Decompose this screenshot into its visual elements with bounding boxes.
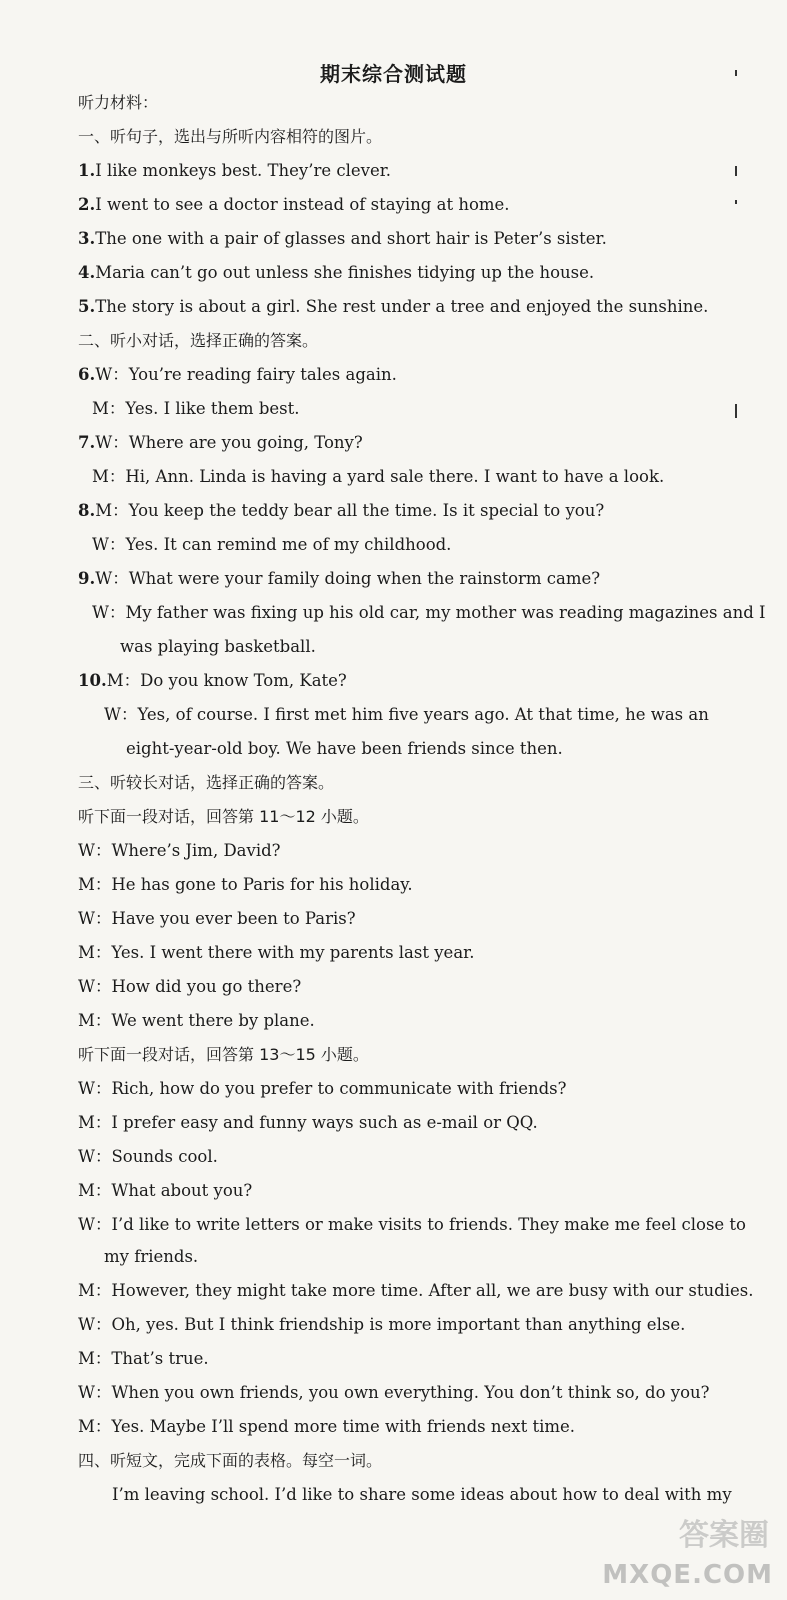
line-text: W：What were your family doing when the rainstorm came? <box>95 569 601 588</box>
margin-mark <box>735 200 737 204</box>
script-line <box>120 636 316 658</box>
script-line <box>78 1010 315 1032</box>
script-line <box>78 976 301 998</box>
item-number: 5. <box>78 297 96 316</box>
margin-mark <box>735 404 737 418</box>
script-line <box>78 942 474 964</box>
line-text: M：You keep the teddy bear all the time. Is it special to you? <box>95 501 605 520</box>
script-line <box>78 1078 567 1100</box>
line-text: W：Yes, of course. I first met him five years ago. At that time, he was an <box>104 705 709 724</box>
script-line <box>78 840 281 862</box>
line-text: W：How did you go there? <box>78 977 302 996</box>
script-line <box>78 500 604 522</box>
script-line <box>78 1314 685 1336</box>
item-number: 7. <box>78 433 96 452</box>
line-text: I went to see a doctor instead of staying at home. <box>95 195 510 214</box>
line-text: W：My father was fixing up his old car, my mother was reading magazines and I <box>92 603 766 622</box>
script-line <box>92 398 299 420</box>
script-line <box>78 1280 753 1302</box>
line-text: my friends. <box>104 1247 199 1266</box>
line-text: W：Where’s Jim, David? <box>78 841 281 860</box>
line-text: 听力材料： <box>78 93 159 112</box>
line-text: M：Do you know Tom, Kate? <box>106 671 347 690</box>
item-number: 3. <box>78 229 96 248</box>
line-text: W：I’d like to write letters or make visits to friends. They make me feel close to <box>78 1215 746 1234</box>
script-line <box>78 1214 746 1236</box>
line-text: M：However, they might take more time. After all, we are busy with our studies. <box>78 1281 754 1300</box>
line-text: W：Rich, how do you prefer to communicate with friends? <box>78 1079 567 1098</box>
line-text: M：We went there by plane. <box>78 1011 315 1030</box>
line-text: M：Yes. I like them best. <box>92 399 300 418</box>
line-text: W：Yes. It can remind me of my childhood. <box>92 535 452 554</box>
line-text: Maria can’t go out unless she finishes tidying up the house. <box>95 263 595 282</box>
item-number: 2. <box>78 195 96 214</box>
line-text: M：I prefer easy and funny ways such as e-mail or QQ. <box>78 1113 538 1132</box>
line-text: 二、听小对话，选择正确的答案。 <box>78 331 319 350</box>
script-line <box>78 670 347 692</box>
watermark-badge: 答案圈 <box>679 1518 769 1553</box>
script-line <box>78 908 356 930</box>
script-line <box>92 602 766 624</box>
script-line <box>78 228 607 250</box>
line-text: 听下面一段对话，回答第 11～12 小题。 <box>78 807 369 826</box>
script-line <box>92 534 451 556</box>
script-line <box>78 1180 252 1202</box>
script-line <box>78 874 413 896</box>
line-text: W：Oh, yes. But I think friendship is more important than anything else. <box>78 1315 686 1334</box>
section-heading <box>78 772 334 794</box>
watermark <box>559 1514 779 1594</box>
line-text: M：That’s true. <box>78 1349 209 1368</box>
item-number: 1. <box>78 161 96 180</box>
line-text: 三、听较长对话，选择正确的答案。 <box>78 773 335 792</box>
line-text: was playing basketball. <box>120 637 316 656</box>
script-line <box>92 466 664 488</box>
binding-margin-marks <box>725 60 737 640</box>
section-heading <box>78 1450 382 1472</box>
line-text: 听下面一段对话，回答第 13～15 小题。 <box>78 1045 369 1064</box>
item-number: 9. <box>78 569 96 588</box>
line-text: The one with a pair of glasses and short hair is Peter’s sister. <box>95 229 607 248</box>
script-line <box>78 194 510 216</box>
script-line <box>78 160 391 182</box>
script-line <box>104 704 709 726</box>
line-text: I like monkeys best. They’re clever. <box>95 161 392 180</box>
section-heading <box>78 92 158 114</box>
line-text: M：Yes. Maybe I’ll spend more time with friends next time. <box>78 1417 576 1436</box>
script-line <box>78 432 363 454</box>
line-text: M：Yes. I went there with my parents last year. <box>78 943 475 962</box>
line-text: W：Have you ever been to Paris? <box>78 909 356 928</box>
section-heading <box>78 1044 369 1066</box>
line-text: The story is about a girl. She rest under a tree and enjoyed the sunshine. <box>95 297 709 316</box>
script-line <box>104 1246 198 1268</box>
watermark-site: MXQE.COM <box>602 1560 773 1590</box>
item-number: 8. <box>78 501 96 520</box>
line-text: eight-year-old boy. We have been friends since then. <box>126 739 563 758</box>
script-line <box>126 738 563 760</box>
line-text: W：Where are you going, Tony? <box>95 433 363 452</box>
script-line <box>78 568 600 590</box>
line-text: I’m leaving school. I’d like to share some ideas about how to deal with my <box>112 1485 732 1504</box>
page-title: 期末综合测试题 <box>320 62 467 86</box>
section-heading <box>78 126 382 148</box>
script-line <box>112 1484 732 1506</box>
line-text: M：He has gone to Paris for his holiday. <box>78 875 413 894</box>
item-number: 10. <box>78 671 107 690</box>
line-text: 四、听短文，完成下面的表格。每空一词。 <box>78 1451 383 1470</box>
script-line <box>78 296 708 318</box>
script-line <box>78 262 594 284</box>
item-number: 6. <box>78 365 96 384</box>
line-text: W：When you own friends, you own everything. You don’t think so, do you? <box>78 1383 710 1402</box>
line-text: W：Sounds cool. <box>78 1147 218 1166</box>
script-line <box>78 1348 209 1370</box>
script-line <box>78 364 397 386</box>
section-heading <box>78 806 369 828</box>
item-number: 4. <box>78 263 96 282</box>
script-line <box>78 1112 538 1134</box>
script-line <box>78 1146 218 1168</box>
line-text: M：What about you? <box>78 1181 253 1200</box>
margin-mark <box>735 70 737 76</box>
script-line <box>78 1416 575 1438</box>
section-heading <box>78 330 318 352</box>
line-text: M：Hi, Ann. Linda is having a yard sale there. I want to have a look. <box>92 467 665 486</box>
margin-mark <box>735 166 737 176</box>
script-line <box>78 1382 710 1404</box>
line-text: 一、听句子，选出与所听内容相符的图片。 <box>78 127 383 146</box>
line-text: W：You’re reading fairy tales again. <box>95 365 397 384</box>
